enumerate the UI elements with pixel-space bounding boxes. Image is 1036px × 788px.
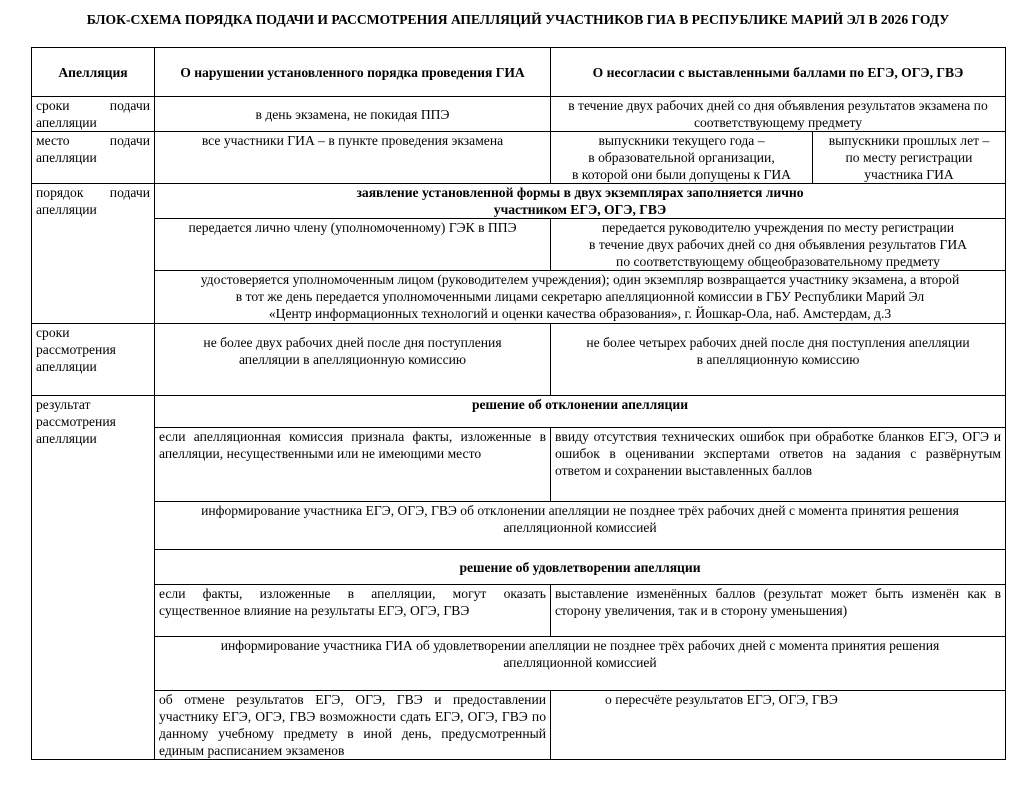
recount-scores: о пересчёте результатов ЕГЭ, ОГЭ, ГВЭ xyxy=(551,691,1006,760)
deadline-procedure: в день экзамена, не покидая ППЭ xyxy=(155,97,551,132)
reject-title: решение об отклонении апелляции xyxy=(155,396,1006,428)
reject-inform xyxy=(155,502,1006,550)
label-line: апелляции xyxy=(36,115,97,130)
label-line: результат xyxy=(36,397,91,412)
label-place xyxy=(32,132,155,184)
row-accept-reasons xyxy=(32,585,1006,637)
row-accept-title xyxy=(32,550,1006,585)
order-scores xyxy=(551,219,1006,271)
reject-procedure: если апелляционная комиссия признала факты, изложенные в апелляции, несущественными или не имеющими место xyxy=(155,428,551,502)
reject-scores: ввиду отсутствия технических ошибок при обработке бланков ЕГЭ, ОГЭ и ошибок в оценивании экспертами ответов на задания с развёрнутым ответом и сохранении выставленных баллов xyxy=(551,428,1006,502)
label-deadline xyxy=(32,97,155,132)
row-deadline xyxy=(32,97,1006,132)
label-line: апелляции xyxy=(36,150,97,165)
label-line: сроки подачи xyxy=(36,98,150,113)
row-order-certify xyxy=(32,271,1006,324)
row-accept-actions xyxy=(32,691,1006,760)
text-line: информирование участника ГИА об удовлетворении апелляции не позднее трёх рабочих дней с момента принятия решения xyxy=(220,638,940,653)
review-scores xyxy=(551,324,1006,396)
row-accept-inform xyxy=(32,637,1006,691)
label-order xyxy=(32,184,155,324)
deadline-scores: в течение двух рабочих дней со дня объявления результатов экзамена по соответствующему предмету xyxy=(551,97,1006,132)
text-line: участником ЕГЭ, ОГЭ, ГВЭ xyxy=(493,202,667,217)
text-line: в образовательной организации, xyxy=(588,150,775,165)
text-line: не более четырех рабочих дней после дня поступления апелляции xyxy=(586,335,970,350)
header-appeal: Апелляция xyxy=(32,48,155,97)
document-title: БЛОК-СХЕМА ПОРЯДКА ПОДАЧИ И РАССМОТРЕНИЯ АПЕЛЛЯЦИЙ УЧАСТНИКОВ ГИА В РЕСПУБЛИКЕ МАРИЙ ЭЛ В 2026 ГОДУ xyxy=(86,12,950,27)
row-order-transfer xyxy=(32,219,1006,271)
row-review xyxy=(32,324,1006,396)
accept-scores: выставление изменённых баллов (результат может быть изменён как в сторону увеличения, так и в сторону уменьшения) xyxy=(551,585,1006,637)
order-statement xyxy=(155,184,1006,219)
review-procedure xyxy=(155,324,551,396)
text-line: заявление установленной формы в двух экземплярах заполняется лично xyxy=(356,185,804,200)
text-line: не более двух рабочих дней после дня поступления xyxy=(203,335,502,350)
label-line: апелляции xyxy=(36,359,97,374)
label-result xyxy=(32,396,155,760)
place-past-graduates xyxy=(813,132,1006,184)
text-line: информирование участника ЕГЭ, ОГЭ, ГВЭ об отклонении апелляции не позднее трёх рабочих дней с момента принятия решения xyxy=(201,503,959,518)
text-line: передается руководителю учреждения по месту регистрации xyxy=(601,220,954,235)
order-procedure: передается лично члену (уполномоченному) ГЭК в ППЭ xyxy=(155,219,551,271)
row-order-statement xyxy=(32,184,1006,219)
text-line: апелляционной комиссией xyxy=(503,655,657,670)
label-line: порядок подачи xyxy=(36,185,150,200)
cancel-procedure: об отмене результатов ЕГЭ, ОГЭ, ГВЭ и предоставлении участнику ЕГЭ, ОГЭ, ГВЭ возможности сдать ЕГЭ, ОГЭ, ГВЭ по данному учебному предмету в иной день, предусмотренный единым расписанием экзаменов xyxy=(155,691,551,760)
label-line: сроки xyxy=(36,325,70,340)
text-line: по месту регистрации xyxy=(845,150,973,165)
row-reject-reasons xyxy=(32,428,1006,502)
label-line: рассмотрения xyxy=(36,342,116,357)
place-procedure: все участники ГИА – в пункте проведения экзамена xyxy=(155,132,551,184)
text-line: выпускники текущего года – xyxy=(598,133,765,148)
text-line: апелляционной комиссией xyxy=(503,520,657,535)
text-line: удостоверяется уполномоченным лицом (руководителем учреждения); один экземпляр возвращается участнику экзамена, а второй xyxy=(200,272,960,287)
text-line: в течение двух рабочих дней со дня объявления результатов ГИА xyxy=(589,237,967,252)
accept-title: решение об удовлетворении апелляции xyxy=(155,550,1006,585)
row-reject-inform xyxy=(32,502,1006,550)
label-line: рассмотрения xyxy=(36,414,116,429)
header-score-disagreement: О несогласии с выставленными баллами по ЕГЭ, ОГЭ, ГВЭ xyxy=(551,48,1006,97)
order-certify xyxy=(155,271,1006,324)
text-line: в апелляционную комиссию xyxy=(696,352,860,367)
row-place xyxy=(32,132,1006,184)
text-line: по соответствующему общеобразовательному предмету xyxy=(616,254,940,269)
text-line: апелляции в апелляционную комиссию xyxy=(238,352,467,367)
label-line: апелляции xyxy=(36,431,97,446)
appeal-flowchart-table xyxy=(31,47,1006,760)
accept-inform xyxy=(155,637,1006,691)
place-current-graduates xyxy=(551,132,813,184)
header-procedure-violation: О нарушении установленного порядка проведения ГИА xyxy=(155,48,551,97)
accept-procedure: если факты, изложенные в апелляции, могут оказать существенное влияние на результаты ЕГЭ, ОГЭ, ГВЭ xyxy=(155,585,551,637)
label-line: апелляции xyxy=(36,202,97,217)
text-line: в тот же день передается уполномоченными лицами секретарю апелляционной комиссии в ГБУ Республики Марий Эл xyxy=(235,289,925,304)
text-line: «Центр информационных технологий и оценки качества образования», г. Йошкар-Ола, наб. Амстердам, д.3 xyxy=(268,306,892,321)
text-line: в которой они были допущены к ГИА xyxy=(571,167,791,182)
header-row xyxy=(32,48,1006,97)
label-line: место подачи xyxy=(36,133,150,148)
text-line: выпускники прошлых лет – xyxy=(828,133,990,148)
label-review xyxy=(32,324,155,396)
row-reject-title xyxy=(32,396,1006,428)
text-line: участника ГИА xyxy=(864,167,954,182)
